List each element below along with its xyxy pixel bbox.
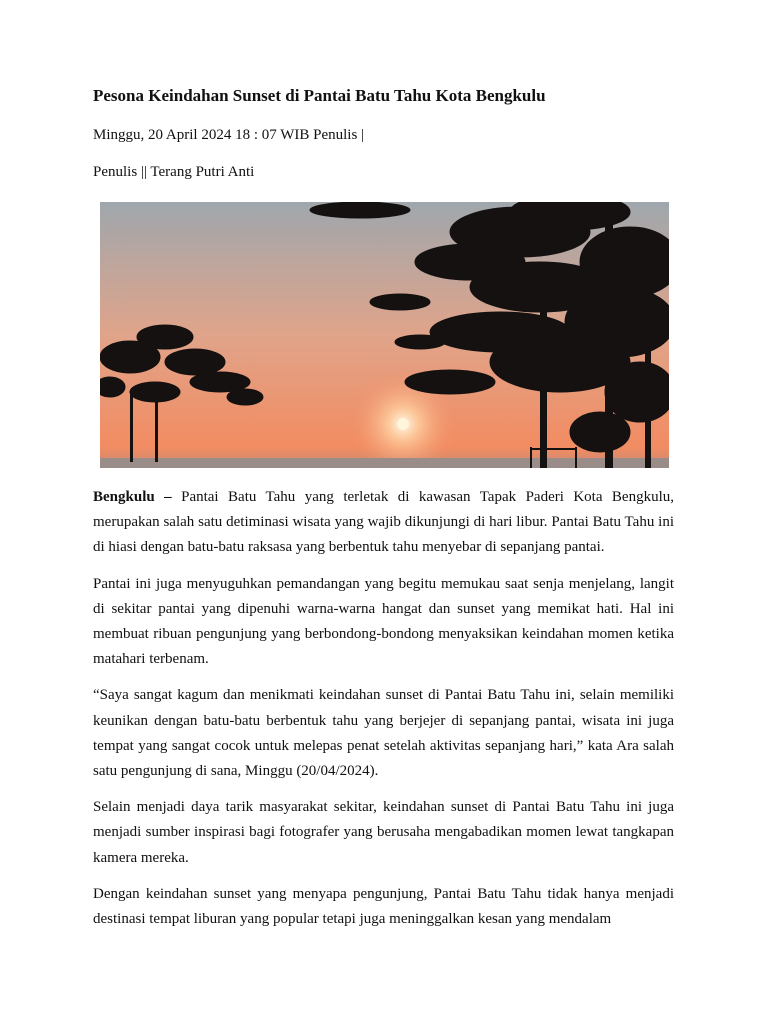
article-body bbox=[93, 485, 674, 943]
lead-location: Bengkulu – bbox=[93, 489, 172, 505]
sun bbox=[397, 418, 409, 430]
publish-date-line: Minggu, 20 April 2024 18 : 07 WIB Penulis | bbox=[93, 127, 365, 143]
paragraph-1 bbox=[93, 485, 674, 561]
paragraph-3-quote: “Saya sangat kagum dan menikmati keindahan sunset di Pantai Batu Tahu ini, selain memiliki keunikan dengan batu-batu berbentuk tahu yang berjejer di sepanjang pantai, wisata ini juga tempat yang sangat cocok untuk melepas penat setelah aktivitas sepanjang hari,” kata Ara salah satu pengunjung di sana, Minggu (20/04/2024). bbox=[93, 687, 674, 780]
paragraph-5: Dengan keindahan sunset yang menyapa pengunjung, Pantai Batu Tahu tidak hanya menjadi destinasi tempat liburan yang popular tetapi juga meninggalkan kesan yang mendalam bbox=[93, 885, 674, 928]
sunset-photo bbox=[100, 202, 669, 468]
paragraph-1-text: Pantai Batu Tahu yang terletak di kawasan Tapak Paderi Kota Bengkulu, merupakan salah satu detiminasi wisata yang wajib dikunjungi di hari libur. Pantai Batu Tahu ini di hiasi dengan batu-batu raksasa yang berbentuk tahu menyebar di sepanjang pantai. bbox=[93, 489, 675, 556]
article-title: Pesona Keindahan Sunset di Pantai Batu Tahu Kota Bengkulu bbox=[93, 86, 546, 105]
sea bbox=[100, 458, 669, 468]
author-line: Penulis || Terang Putri Anti bbox=[93, 164, 255, 180]
paragraph-2: Pantai ini juga menyuguhkan pemandangan yang begitu memukau saat senja menjelang, langit di sekitar pantai yang dipenuhi warna-warna hangat dan sunset yang memikat hati. Hal ini membuat ribuan pengunjung yang berbondong-bondong menyaksikan keindahan momen ketika matahari terbenam. bbox=[93, 575, 674, 668]
paragraph-4: Selain menjadi daya tarik masyarakat sekitar, keindahan sunset di Pantai Batu Tahu ini juga menjadi sumber inspirasi bagi fotografer yang berusaha mengabadikan momen lewat tangkapan kamera mereka. bbox=[93, 799, 674, 866]
